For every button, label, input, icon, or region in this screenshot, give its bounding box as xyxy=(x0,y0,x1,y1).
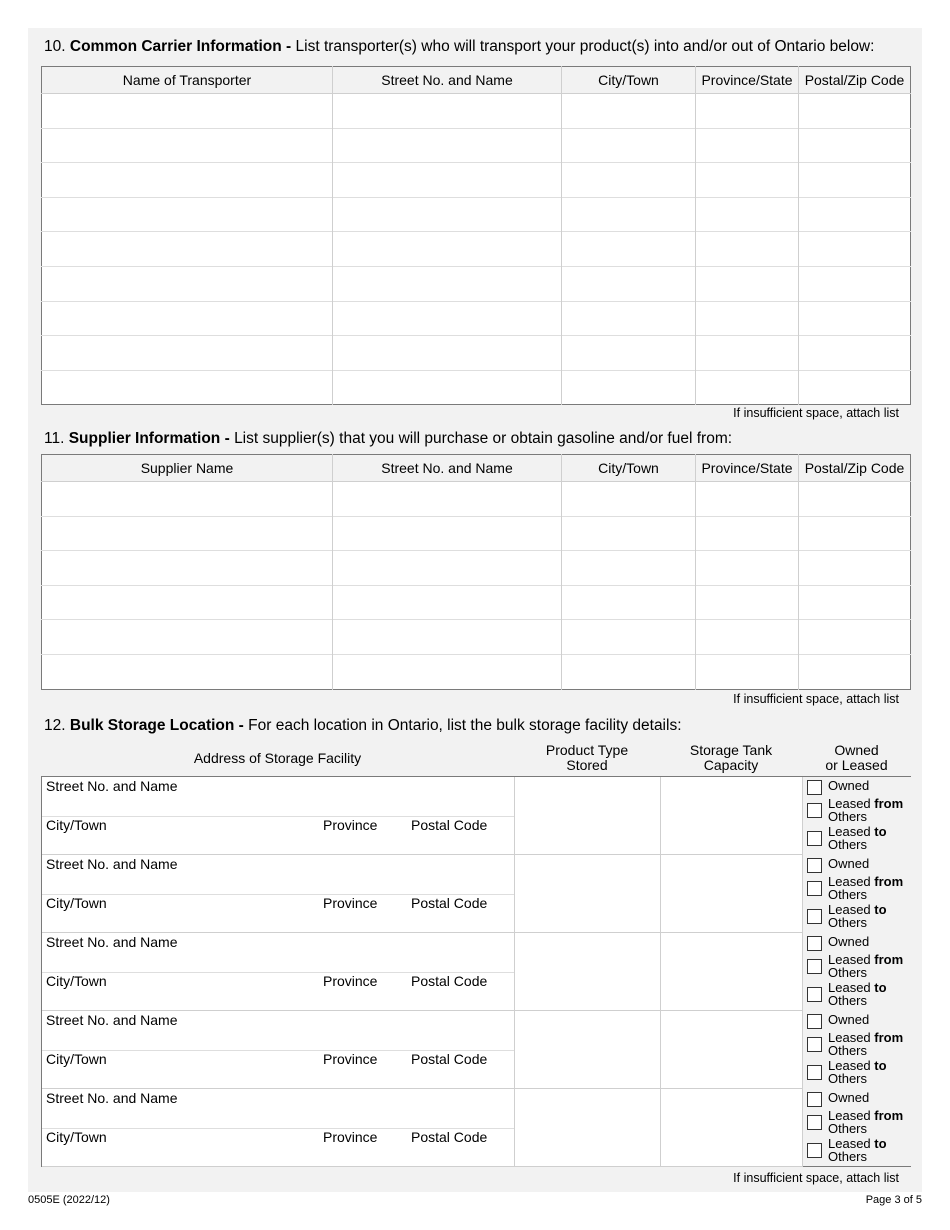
from-word: from xyxy=(874,1108,904,1123)
ownership-options xyxy=(803,777,912,855)
table-cell-input[interactable] xyxy=(696,197,799,232)
owned-label: Owned xyxy=(828,778,870,793)
province-label: Province xyxy=(323,895,378,911)
storage-location-row xyxy=(42,1089,912,1167)
product-type-field[interactable] xyxy=(515,1089,661,1167)
table-cell-input[interactable] xyxy=(42,128,333,163)
to-word: to xyxy=(874,1136,887,1151)
others-word: Others xyxy=(828,992,868,1008)
owned-header-line1: Owned xyxy=(834,742,879,758)
leased-word: Leased xyxy=(828,1136,875,1151)
table-cell-input[interactable] xyxy=(562,585,696,620)
storage-address-cell xyxy=(42,855,515,933)
column-header-supplier-name: Supplier Name xyxy=(42,455,333,482)
table-cell-input[interactable] xyxy=(799,482,911,517)
product-header-line2: Stored xyxy=(566,757,608,773)
leased-to-others-label xyxy=(828,826,887,851)
table-row xyxy=(42,94,911,129)
others-word: Others xyxy=(828,964,868,980)
column-header-transporter-name: Name of Transporter xyxy=(42,67,333,94)
leased-word: Leased xyxy=(828,980,875,995)
product-type-field[interactable] xyxy=(515,933,661,1011)
leased-from-others-label xyxy=(828,1110,903,1135)
leased-from-others-label xyxy=(828,798,903,823)
table-cell-input[interactable] xyxy=(42,620,333,655)
leased-to-others-checkbox[interactable] xyxy=(807,987,822,1002)
others-word: Others xyxy=(828,914,868,930)
table-cell-input[interactable] xyxy=(42,163,333,198)
table-cell-input[interactable] xyxy=(333,654,562,689)
city-province-postal-field[interactable] xyxy=(42,1128,514,1167)
street-field[interactable] xyxy=(42,1011,514,1051)
leased-from-others-checkbox[interactable] xyxy=(807,959,822,974)
table-cell-input[interactable] xyxy=(42,94,333,129)
from-word: from xyxy=(874,952,904,967)
table-row xyxy=(42,197,911,232)
bulk-storage-table xyxy=(41,776,911,1167)
street-field[interactable] xyxy=(42,777,514,817)
table-cell-input[interactable] xyxy=(562,197,696,232)
table-cell-input[interactable] xyxy=(799,551,911,586)
city-province-postal-field[interactable] xyxy=(42,1050,514,1089)
table-cell-input[interactable] xyxy=(696,585,799,620)
leased-word: Leased xyxy=(828,902,875,917)
province-label: Province xyxy=(323,1051,378,1067)
owned-checkbox[interactable] xyxy=(807,936,822,951)
table-cell-input[interactable] xyxy=(696,654,799,689)
leased-word: Leased xyxy=(828,1058,875,1073)
tank-capacity-field[interactable] xyxy=(661,855,803,933)
storage-address-cell xyxy=(42,777,515,855)
to-word: to xyxy=(874,980,887,995)
leased-from-others-label xyxy=(828,1032,903,1057)
table-cell-input[interactable] xyxy=(42,551,333,586)
postal-code-label: Postal Code xyxy=(411,895,488,911)
table-cell-input[interactable] xyxy=(333,163,562,198)
leased-from-others-label xyxy=(828,876,903,901)
leased-word: Leased xyxy=(828,1108,875,1123)
section-12-note: If insufficient space, attach list xyxy=(733,1171,899,1185)
transporter-table xyxy=(41,66,911,405)
storage-address-cell xyxy=(42,933,515,1011)
table-cell-input[interactable] xyxy=(562,232,696,267)
column-header-province: Province/State xyxy=(696,455,799,482)
column-header-city: City/Town xyxy=(562,455,696,482)
owned-label: Owned xyxy=(828,934,870,949)
table-cell-input[interactable] xyxy=(562,620,696,655)
column-header-street: Street No. and Name xyxy=(333,67,562,94)
street-field[interactable] xyxy=(42,855,514,895)
table-cell-input[interactable] xyxy=(799,266,911,301)
tank-capacity-field[interactable] xyxy=(661,1089,803,1167)
city-province-postal-field[interactable] xyxy=(42,972,514,1011)
city-label: City/Town xyxy=(46,1129,107,1145)
table-cell-input[interactable] xyxy=(562,516,696,551)
leased-word: Leased xyxy=(828,1030,875,1045)
leased-to-others-checkbox[interactable] xyxy=(807,1065,822,1080)
table-cell-input[interactable] xyxy=(333,620,562,655)
column-header-postal: Postal/Zip Code xyxy=(799,67,911,94)
table-cell-input[interactable] xyxy=(42,516,333,551)
page-number: Page 3 of 5 xyxy=(865,1194,922,1206)
table-cell-input[interactable] xyxy=(333,266,562,301)
others-word: Others xyxy=(828,1148,868,1164)
leased-word: Leased xyxy=(828,796,875,811)
column-header-city: City/Town xyxy=(562,67,696,94)
product-type-field[interactable] xyxy=(515,777,661,855)
table-cell-input[interactable] xyxy=(333,94,562,129)
section-11-title xyxy=(44,430,732,448)
from-word: from xyxy=(874,796,904,811)
city-label: City/Town xyxy=(46,817,107,833)
table-cell-input[interactable] xyxy=(696,370,799,405)
leased-to-others-checkbox[interactable] xyxy=(807,1143,822,1158)
table-cell-input[interactable] xyxy=(333,370,562,405)
table-cell-input[interactable] xyxy=(42,301,333,336)
leased-to-others-label xyxy=(828,982,887,1007)
table-row xyxy=(42,585,911,620)
table-row xyxy=(42,370,911,405)
others-word: Others xyxy=(828,1042,868,1058)
table-cell-input[interactable] xyxy=(333,301,562,336)
table-row xyxy=(42,620,911,655)
street-label: Street No. and Name xyxy=(46,1012,178,1028)
table-cell-input[interactable] xyxy=(333,232,562,267)
owned-checkbox[interactable] xyxy=(807,780,822,795)
table-cell-input[interactable] xyxy=(562,163,696,198)
section-10-heading: Common Carrier Information - xyxy=(69,38,292,55)
province-label: Province xyxy=(323,817,378,833)
owned-header-line2: or Leased xyxy=(825,757,888,773)
from-word: from xyxy=(874,1030,904,1045)
street-field[interactable] xyxy=(42,933,514,973)
table-cell-input[interactable] xyxy=(799,197,911,232)
section-11-heading: Supplier Information - xyxy=(68,430,230,447)
owned-checkbox[interactable] xyxy=(807,1014,822,1029)
product-type-field[interactable] xyxy=(515,855,661,933)
leased-to-others-checkbox[interactable] xyxy=(807,831,822,846)
section-10-note: If insufficient space, attach list xyxy=(733,406,899,420)
leased-from-others-label xyxy=(828,954,903,979)
leased-word: Leased xyxy=(828,952,875,967)
others-word: Others xyxy=(828,1070,868,1086)
to-word: to xyxy=(874,824,887,839)
table-cell-input[interactable] xyxy=(42,482,333,517)
table-cell-input[interactable] xyxy=(562,551,696,586)
leased-from-others-checkbox[interactable] xyxy=(807,1115,822,1130)
leased-to-others-checkbox[interactable] xyxy=(807,909,822,924)
capacity-header-line2: Capacity xyxy=(703,757,759,773)
table-cell-input[interactable] xyxy=(562,94,696,129)
leased-to-others-label xyxy=(828,1138,887,1163)
leased-to-others-label xyxy=(828,1060,887,1085)
table-cell-input[interactable] xyxy=(42,585,333,620)
column-header-owned-leased xyxy=(802,743,911,778)
street-label: Street No. and Name xyxy=(46,934,178,950)
table-cell-input[interactable] xyxy=(562,128,696,163)
table-row xyxy=(42,163,911,198)
column-header-tank-capacity xyxy=(660,743,802,778)
city-label: City/Town xyxy=(46,973,107,989)
table-cell-input[interactable] xyxy=(696,163,799,198)
leased-from-others-checkbox[interactable] xyxy=(807,803,822,818)
to-word: to xyxy=(874,902,887,917)
table-cell-input[interactable] xyxy=(333,197,562,232)
column-header-postal: Postal/Zip Code xyxy=(799,455,911,482)
table-cell-input[interactable] xyxy=(333,482,562,517)
city-label: City/Town xyxy=(46,895,107,911)
tank-capacity-field[interactable] xyxy=(661,933,803,1011)
ownership-options xyxy=(803,933,912,1011)
section-12-title xyxy=(44,717,682,735)
section-11-number: 11. xyxy=(44,430,65,447)
storage-location-row xyxy=(42,855,912,933)
from-word: from xyxy=(874,874,904,889)
table-cell-input[interactable] xyxy=(799,128,911,163)
column-header-street: Street No. and Name xyxy=(333,455,562,482)
table-cell-input[interactable] xyxy=(799,654,911,689)
city-province-postal-field[interactable] xyxy=(42,894,514,933)
column-header-province: Province/State xyxy=(696,67,799,94)
owned-label: Owned xyxy=(828,856,870,871)
ownership-options xyxy=(803,855,912,933)
table-cell-input[interactable] xyxy=(696,482,799,517)
table-row xyxy=(42,336,911,371)
table-cell-input[interactable] xyxy=(562,654,696,689)
table-cell-input[interactable] xyxy=(562,370,696,405)
table-cell-input[interactable] xyxy=(42,370,333,405)
table-cell-input[interactable] xyxy=(799,301,911,336)
table-row xyxy=(42,301,911,336)
column-header-product-type xyxy=(514,743,660,778)
table-cell-input[interactable] xyxy=(696,128,799,163)
table-cell-input[interactable] xyxy=(333,551,562,586)
owned-checkbox[interactable] xyxy=(807,858,822,873)
owned-checkbox[interactable] xyxy=(807,1092,822,1107)
storage-location-row xyxy=(42,1011,912,1089)
table-cell-input[interactable] xyxy=(696,266,799,301)
column-header-address: Address of Storage Facility xyxy=(193,750,362,766)
table-cell-input[interactable] xyxy=(696,551,799,586)
table-row xyxy=(42,128,911,163)
section-10-instructions: List transporter(s) who will transport your product(s) into and/or out of Ontario below: xyxy=(295,38,875,55)
table-row xyxy=(42,482,911,517)
postal-code-label: Postal Code xyxy=(411,973,488,989)
section-12-number: 12. xyxy=(44,717,66,734)
leased-to-others-label xyxy=(828,904,887,929)
table-cell-input[interactable] xyxy=(562,482,696,517)
street-label: Street No. and Name xyxy=(46,778,178,794)
storage-address-cell xyxy=(42,1011,515,1089)
tank-capacity-field[interactable] xyxy=(661,777,803,855)
postal-code-label: Postal Code xyxy=(411,817,488,833)
table-cell-input[interactable] xyxy=(799,585,911,620)
others-word: Others xyxy=(828,1120,868,1136)
section-12-instructions: For each location in Ontario, list the bulk storage facility details: xyxy=(248,717,682,734)
table-cell-input[interactable] xyxy=(696,301,799,336)
table-cell-input[interactable] xyxy=(696,232,799,267)
table-cell-input[interactable] xyxy=(42,232,333,267)
table-cell-input[interactable] xyxy=(333,336,562,371)
owned-label: Owned xyxy=(828,1012,870,1027)
to-word: to xyxy=(874,1058,887,1073)
others-word: Others xyxy=(828,808,868,824)
table-cell-input[interactable] xyxy=(333,128,562,163)
others-word: Others xyxy=(828,886,868,902)
section-11-note: If insufficient space, attach list xyxy=(733,692,899,706)
table-cell-input[interactable] xyxy=(799,94,911,129)
city-province-postal-field[interactable] xyxy=(42,816,514,855)
table-row xyxy=(42,551,911,586)
table-cell-input[interactable] xyxy=(696,620,799,655)
storage-location-row xyxy=(42,933,912,1011)
table-cell-input[interactable] xyxy=(562,301,696,336)
postal-code-label: Postal Code xyxy=(411,1129,488,1145)
table-cell-input[interactable] xyxy=(42,654,333,689)
owned-label: Owned xyxy=(828,1090,870,1105)
table-row xyxy=(42,266,911,301)
table-cell-input[interactable] xyxy=(799,163,911,198)
street-label: Street No. and Name xyxy=(46,1090,178,1106)
table-cell-input[interactable] xyxy=(562,336,696,371)
province-label: Province xyxy=(323,1129,378,1145)
table-cell-input[interactable] xyxy=(799,516,911,551)
table-cell-input[interactable] xyxy=(696,516,799,551)
section-10-title xyxy=(44,38,874,56)
section-12-heading: Bulk Storage Location - xyxy=(69,717,244,734)
table-cell-input[interactable] xyxy=(696,94,799,129)
table-cell-input[interactable] xyxy=(42,197,333,232)
table-cell-input[interactable] xyxy=(799,620,911,655)
capacity-header-line1: Storage Tank xyxy=(689,742,773,758)
province-label: Province xyxy=(323,973,378,989)
city-label: City/Town xyxy=(46,1051,107,1067)
leased-word: Leased xyxy=(828,824,875,839)
product-type-field[interactable] xyxy=(515,1011,661,1089)
table-cell-input[interactable] xyxy=(799,232,911,267)
table-cell-input[interactable] xyxy=(562,266,696,301)
storage-location-row xyxy=(42,777,912,855)
leased-word: Leased xyxy=(828,874,875,889)
table-cell-input[interactable] xyxy=(799,370,911,405)
tank-capacity-field[interactable] xyxy=(661,1011,803,1089)
bulk-storage-header xyxy=(41,741,911,776)
ownership-options xyxy=(803,1089,912,1167)
postal-code-label: Postal Code xyxy=(411,1051,488,1067)
ownership-options xyxy=(803,1011,912,1089)
table-cell-input[interactable] xyxy=(42,266,333,301)
table-row xyxy=(42,232,911,267)
others-word: Others xyxy=(828,836,868,852)
supplier-table xyxy=(41,454,911,690)
leased-from-others-checkbox[interactable] xyxy=(807,1037,822,1052)
leased-from-others-checkbox[interactable] xyxy=(807,881,822,896)
street-field[interactable] xyxy=(42,1089,514,1129)
table-cell-input[interactable] xyxy=(799,336,911,371)
storage-address-cell xyxy=(42,1089,515,1167)
table-cell-input[interactable] xyxy=(333,585,562,620)
table-row xyxy=(42,654,911,689)
form-id: 0505E (2022/12) xyxy=(28,1194,110,1206)
table-cell-input[interactable] xyxy=(696,336,799,371)
section-11-instructions: List supplier(s) that you will purchase or obtain gasoline and/or fuel from: xyxy=(234,430,733,447)
table-cell-input[interactable] xyxy=(42,336,333,371)
street-label: Street No. and Name xyxy=(46,856,178,872)
table-cell-input[interactable] xyxy=(333,516,562,551)
product-header-line1: Product Type xyxy=(545,742,629,758)
section-10-number: 10. xyxy=(44,38,66,55)
table-row xyxy=(42,516,911,551)
